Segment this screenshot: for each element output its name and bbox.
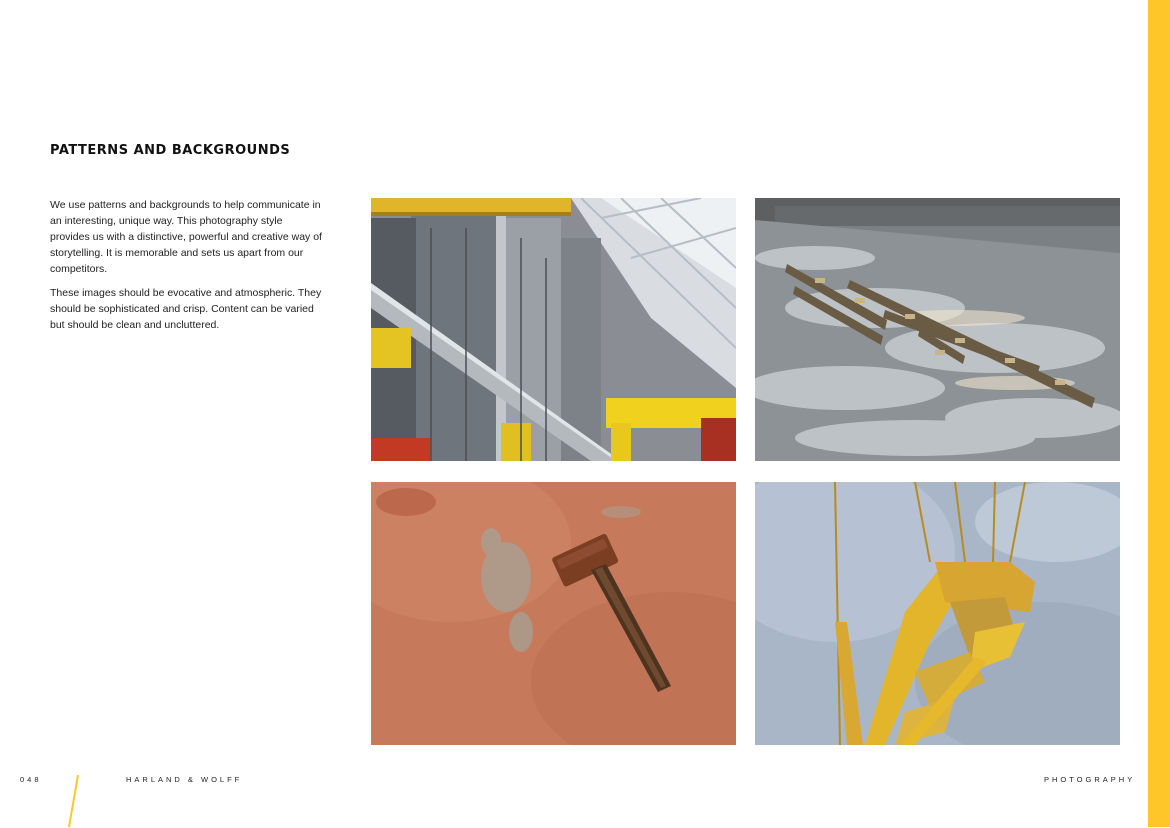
rusty-hammer-photo: [371, 482, 736, 745]
crane-reflection-photo: [755, 482, 1120, 745]
decorative-slash-icon: [66, 774, 80, 828]
dock-pontoons-photo: [755, 198, 1120, 461]
guidance-paragraph: These images should be evocative and atmospheric. They should be sophisticated and crisp. Content can be varied but should be clean and uncluttered.: [50, 287, 322, 331]
page-number: 048: [20, 775, 42, 784]
section-name: PHOTOGRAPHY: [1044, 775, 1136, 784]
page-title: PATTERNS AND BACKGROUNDS: [50, 143, 291, 158]
body-text: [50, 197, 325, 341]
intro-paragraph: We use patterns and backgrounds to help communicate in an interesting, unique way. This photography style provides us with a distinctive, powerful and creative way of storytelling. It is memorable and sets us apart from our competitors.: [50, 199, 322, 275]
brand-name: HARLAND & WOLFF: [126, 775, 243, 784]
industrial-structure-photo: [371, 198, 736, 461]
accent-side-bar: [1148, 0, 1170, 827]
